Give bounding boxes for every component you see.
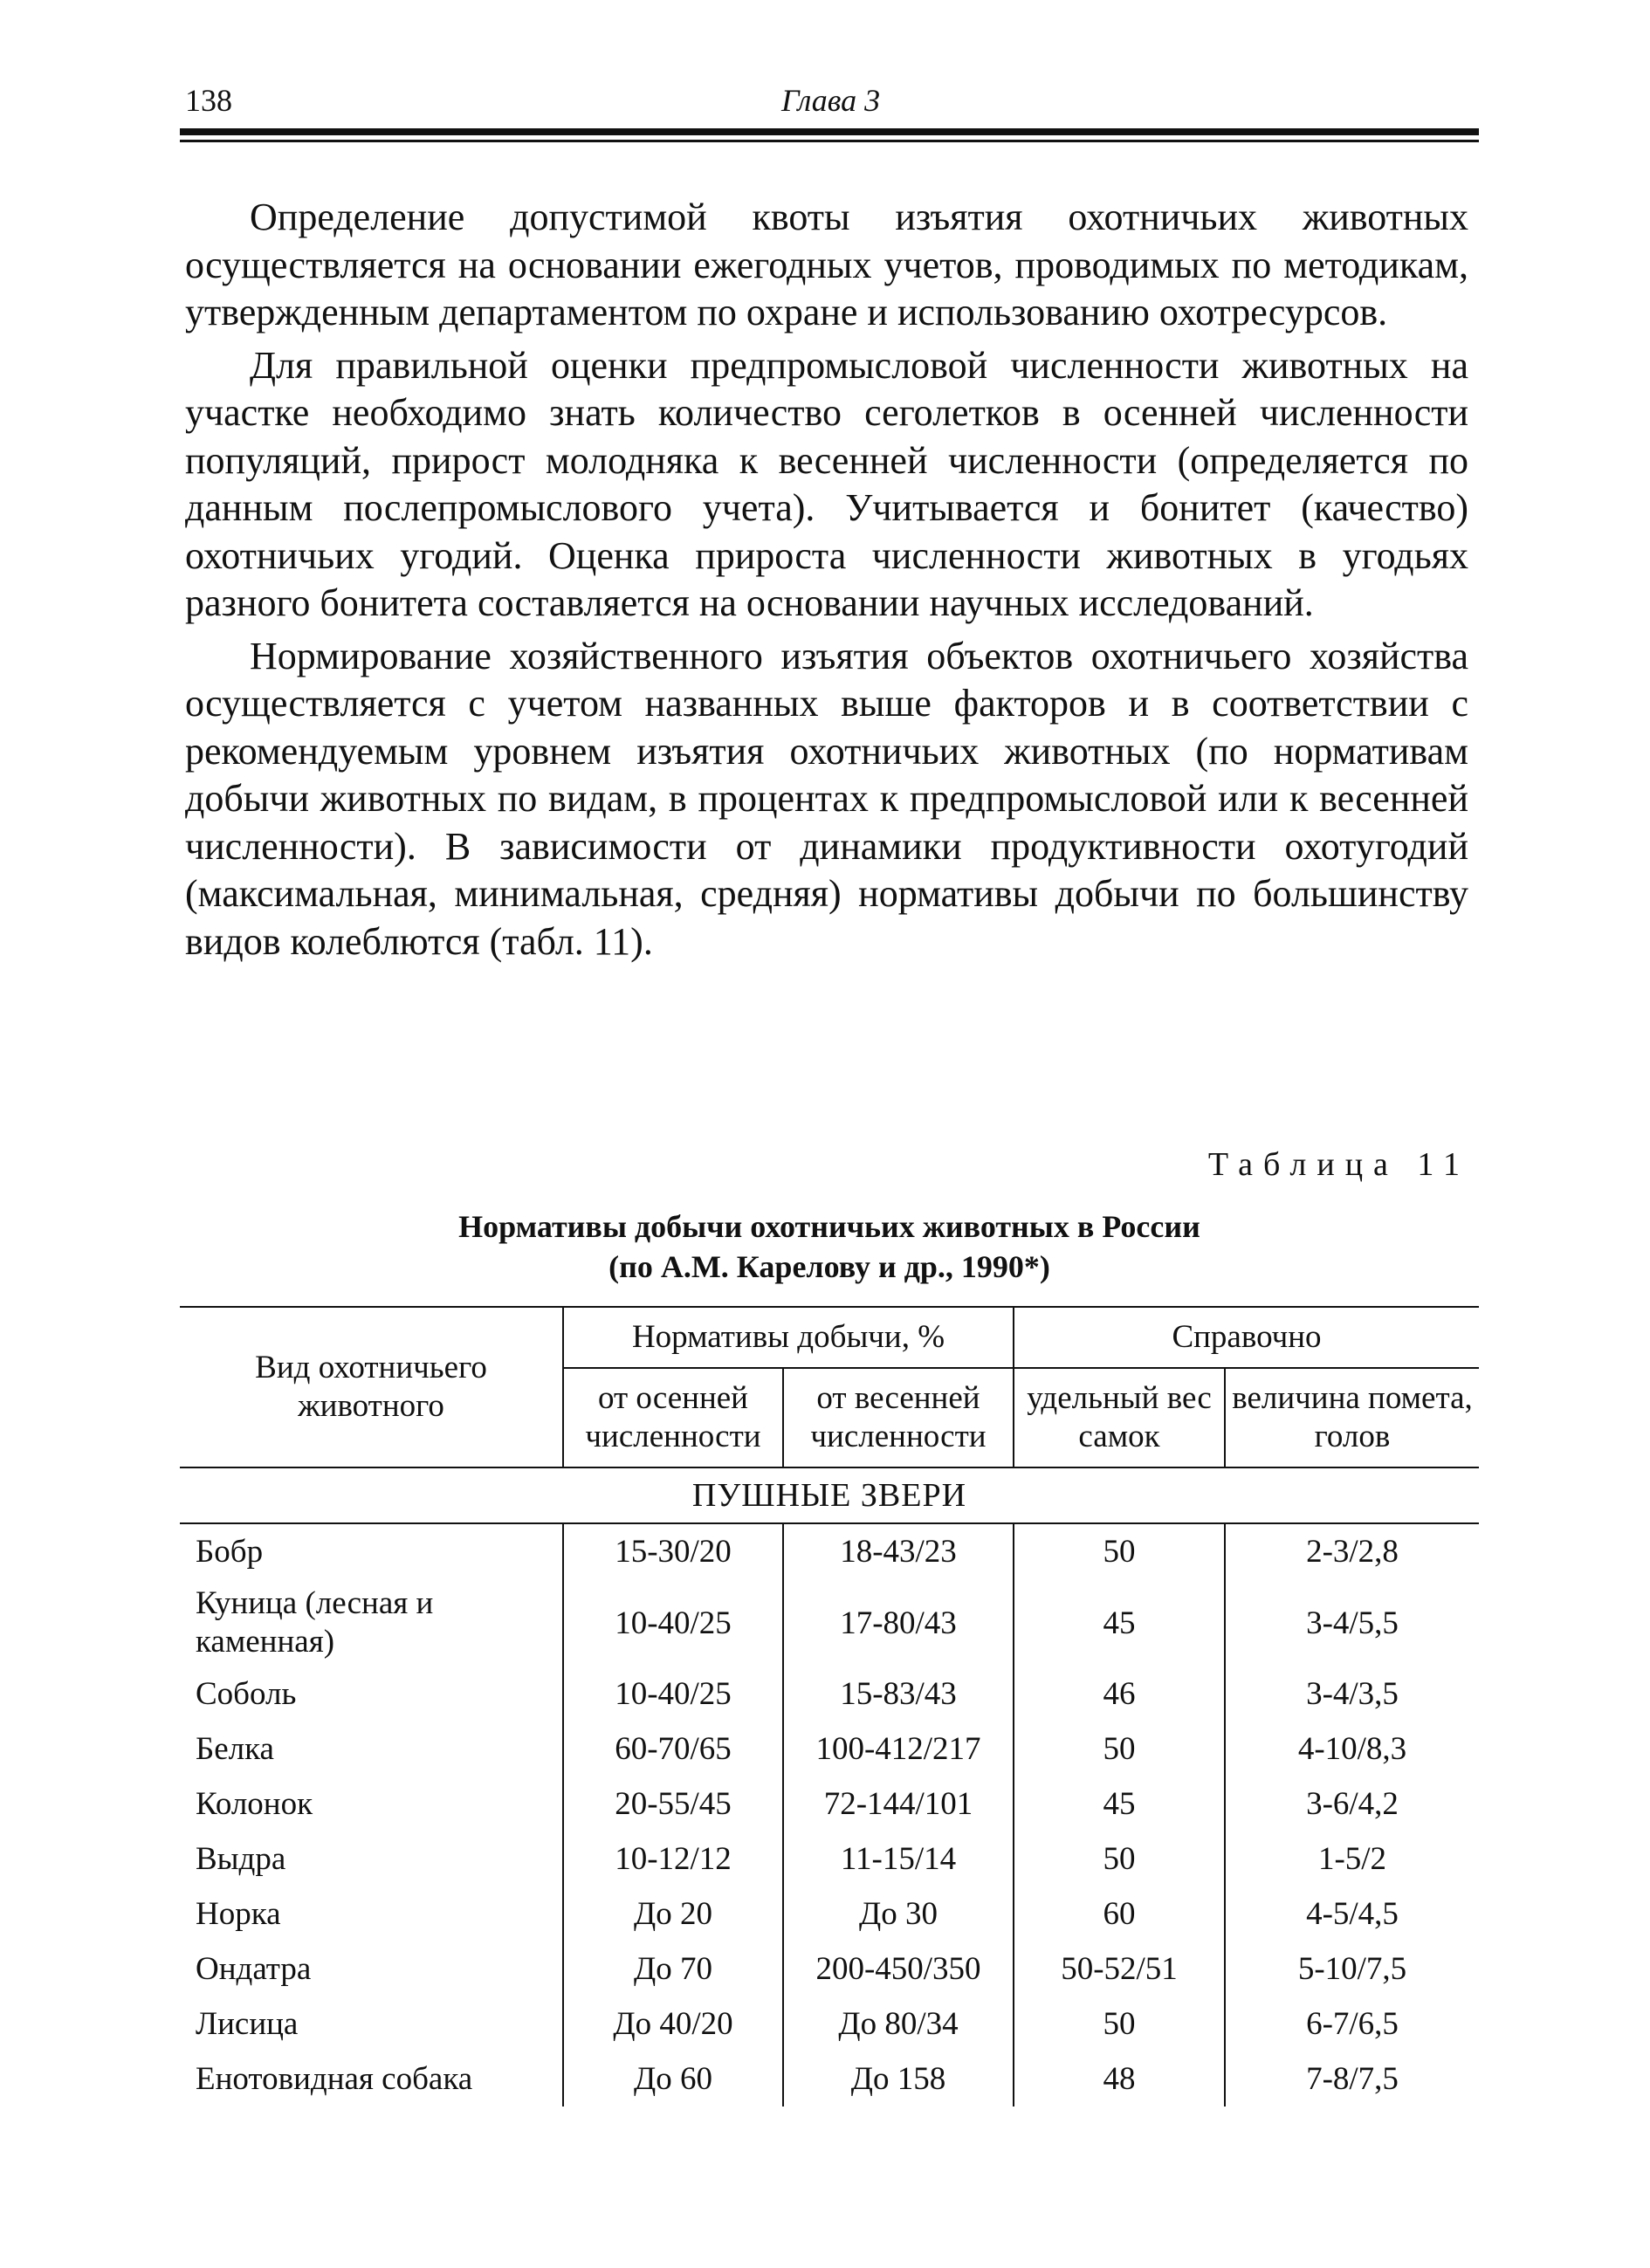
table-row: [180, 1667, 1479, 1722]
spring-value: До 30: [783, 1887, 1014, 1942]
autumn-value: 10-12/12: [563, 1832, 783, 1887]
norms-table: [180, 1306, 1479, 2106]
females-value: 50: [1014, 1997, 1225, 2052]
litter-value: 7-8/7,5: [1225, 2052, 1479, 2106]
species-name: Куница (лесная и каменная): [196, 1585, 434, 1660]
species-name: Выдра: [196, 1840, 286, 1877]
females-value: 48: [1014, 2052, 1225, 2106]
litter-value: 1-5/2: [1225, 1832, 1479, 1887]
species-name: Норка: [196, 1895, 281, 1932]
litter-value: 3-4/3,5: [1225, 1667, 1479, 1722]
litter-value: 3-4/5,5: [1225, 1579, 1479, 1667]
autumn-value: До 60: [563, 2052, 783, 2106]
page-number: 138: [185, 83, 232, 118]
table-title-line-1: Нормативы добычи охотничьих животных в России: [458, 1209, 1200, 1244]
table-row: [180, 1777, 1479, 1832]
females-value: 45: [1014, 1579, 1225, 1667]
females-value: 50: [1014, 1832, 1225, 1887]
spring-value: 11-15/14: [783, 1832, 1014, 1887]
autumn-value: До 20: [563, 1887, 783, 1942]
col-litter-header: величина помета, голов: [1225, 1368, 1479, 1467]
spring-value: 200-450/350: [783, 1942, 1014, 1997]
litter-value: 4-10/8,3: [1225, 1722, 1479, 1777]
species-name: Лисица: [196, 2005, 299, 2042]
table-row: [180, 2052, 1479, 2106]
table-row: [180, 1832, 1479, 1887]
col-females-header: удельный вес самок: [1014, 1368, 1225, 1467]
spring-value: До 80/34: [783, 1997, 1014, 2052]
autumn-value: 20-55/45: [563, 1777, 783, 1832]
header-rule-thick: [180, 128, 1479, 135]
col-spring-header: от весенней численности: [783, 1368, 1014, 1467]
body-text: [185, 194, 1468, 971]
table-row: [180, 1523, 1479, 1579]
species-name: Колонок: [196, 1785, 313, 1822]
spring-value: До 158: [783, 2052, 1014, 2106]
litter-value: 3-6/4,2: [1225, 1777, 1479, 1832]
table-title-line-2: (по А.М. Карелову и др., 1990*): [608, 1249, 1050, 1284]
autumn-value: До 70: [563, 1942, 783, 1997]
page-header: [185, 75, 1475, 119]
header-rule-thin: [180, 140, 1479, 142]
spring-value: 72-144/101: [783, 1777, 1014, 1832]
paragraph-2: Для правильной оценки предпромысловой численности животных на участке необходимо знать количество сеголетков в осенней численности популяций, прирост молодняка к весенней численности (определяется по данным послепромыслового учета). Учитывается и бонитет (качество) охотничьих угодий. Оценка прироста численности животных в угодьях разного бонитета составляется на основании научных исследований.: [185, 343, 1468, 624]
females-value: 50: [1014, 1523, 1225, 1579]
litter-value: 4-5/4,5: [1225, 1887, 1479, 1942]
table-row: [180, 1722, 1479, 1777]
chapter-title: Глава 3: [781, 83, 881, 118]
females-value: 45: [1014, 1777, 1225, 1832]
species-name: Ондатра: [196, 1950, 312, 1987]
paragraph-1: Определение допустимой квоты изъятия охотничьих животных осуществляется на основании ежегодных учетов, проводимых по методикам, утвержденным департаментом по охране и использованию охотресурсов.: [185, 196, 1468, 333]
autumn-value: 10-40/25: [563, 1579, 783, 1667]
autumn-value: 15-30/20: [563, 1523, 783, 1579]
species-name: Белка: [196, 1730, 274, 1767]
col-autumn-header: от осенней численности: [563, 1368, 783, 1467]
autumn-value: 10-40/25: [563, 1667, 783, 1722]
females-value: 60: [1014, 1887, 1225, 1942]
autumn-value: 60-70/65: [563, 1722, 783, 1777]
females-value: 50: [1014, 1722, 1225, 1777]
group-reference-header: Справочно: [1014, 1307, 1479, 1368]
col-species-header: Вид охотничьего животного: [180, 1307, 563, 1467]
species-name: Енотовидная собака: [196, 2060, 473, 2097]
females-value: 50-52/51: [1014, 1942, 1225, 1997]
females-value: 46: [1014, 1667, 1225, 1722]
litter-value: 6-7/6,5: [1225, 1997, 1479, 2052]
litter-value: 2-3/2,8: [1225, 1523, 1479, 1579]
paragraph-3: Нормирование хозяйственного изъятия объектов охотничьего хозяйства осуществляется с учетом названных выше факторов и в соответствии с рекомендуемым уровнем изъятия охотничьих животных (по нормативам добычи животных по видам, в процентах к предпромысловой или к весенней численности). В зависимости от динамики продуктивности охотугодий (максимальная, минимальная, средняя) нормативы добычи по большинству видов колеблются (табл. 11).: [185, 634, 1468, 963]
group-norms-header: Нормативы добычи, %: [563, 1307, 1014, 1368]
table-row: [180, 1997, 1479, 2052]
species-name: Бобр: [196, 1533, 264, 1570]
section-fur-animals: ПУШНЫЕ ЗВЕРИ: [180, 1467, 1479, 1523]
table-title: [185, 1206, 1474, 1287]
autumn-value: До 40/20: [563, 1997, 783, 2052]
table-row: [180, 1942, 1479, 1997]
species-name: Соболь: [196, 1675, 297, 1712]
spring-value: 15-83/43: [783, 1667, 1014, 1722]
table-row: [180, 1579, 1479, 1667]
table-row: [180, 1887, 1479, 1942]
litter-value: 5-10/7,5: [1225, 1942, 1479, 1997]
spring-value: 100-412/217: [783, 1722, 1014, 1777]
spring-value: 18-43/23: [783, 1523, 1014, 1579]
spring-value: 17-80/43: [783, 1579, 1014, 1667]
table-label: Таблица 11: [1207, 1146, 1470, 1183]
